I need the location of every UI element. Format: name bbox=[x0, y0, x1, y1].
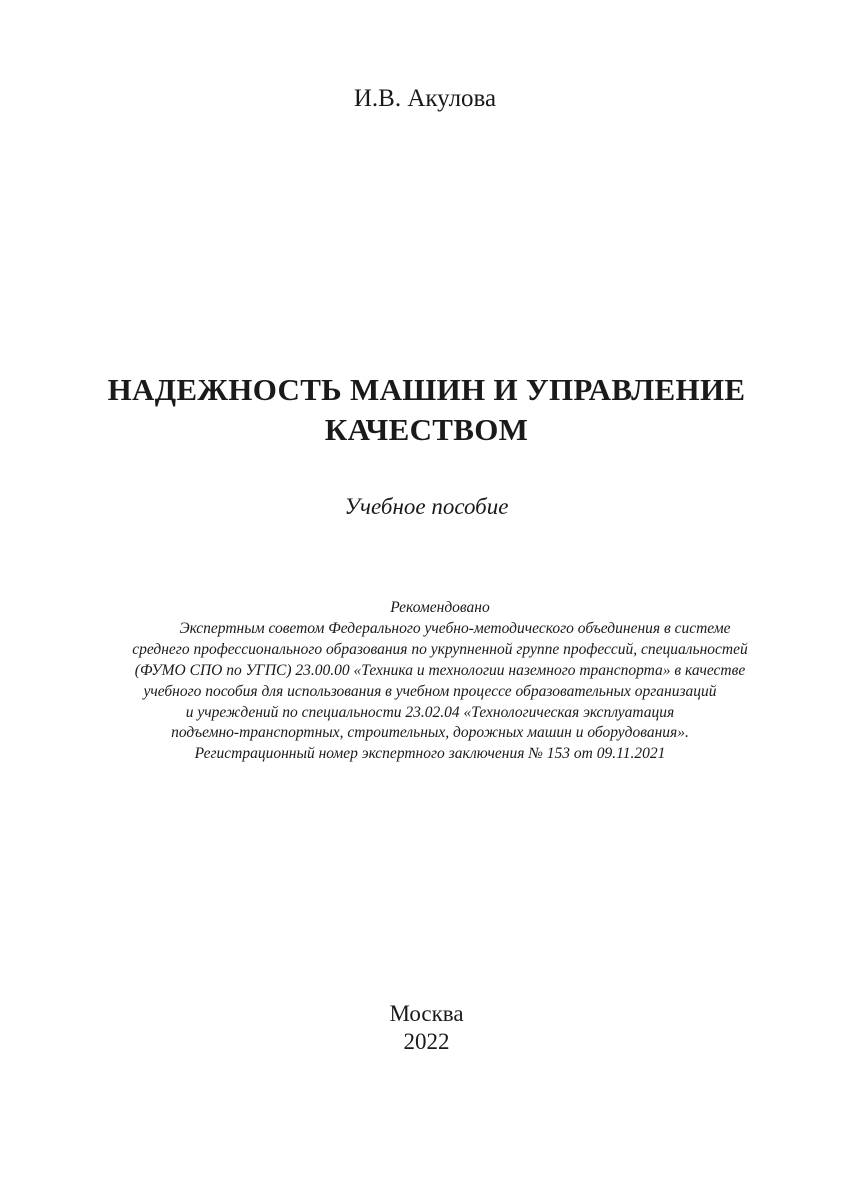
recommendation-line-3: (ФУМО СПО по УГПС) 23.00.00 «Техника и технологии наземного транспорта» в качестве bbox=[134, 661, 746, 679]
recommendation-line-4: учебного пособия для использования в учебном процессе образовательных организаций bbox=[143, 682, 717, 700]
book-subtitle: Учебное пособие bbox=[344, 494, 509, 519]
recommendation-line-6: подъемно-транспортных, строительных, дорожных машин и оборудования». bbox=[171, 724, 689, 742]
author-name: И.В. Акулова bbox=[353, 85, 497, 112]
recommendation-block bbox=[70, 598, 810, 765]
imprint-city: Москва bbox=[389, 1001, 464, 1026]
book-title bbox=[0, 370, 853, 450]
imprint bbox=[0, 1000, 853, 1056]
recommendation-line-2: среднего профессионального образования по укрупненной группе профессий, специальностей bbox=[132, 640, 748, 658]
recommendation-line-5: и учреждений по специальности 23.02.04 «Технологическая эксплуатация bbox=[185, 703, 675, 721]
recommendation-line-7: Регистрационный номер экспертного заключения № 153 от 09.11.2021 bbox=[194, 745, 666, 763]
book-title-line-1: НАДЕЖНОСТЬ МАШИН И УПРАВЛЕНИЕ bbox=[107, 372, 746, 407]
recommendation-line-1: Экспертным советом Федерального учебно-методического объединения в системе bbox=[179, 619, 731, 637]
imprint-year: 2022 bbox=[403, 1029, 450, 1054]
book-title-line-2: КАЧЕСТВОМ bbox=[324, 412, 529, 447]
recommendation-heading: Рекомендовано bbox=[390, 599, 490, 616]
